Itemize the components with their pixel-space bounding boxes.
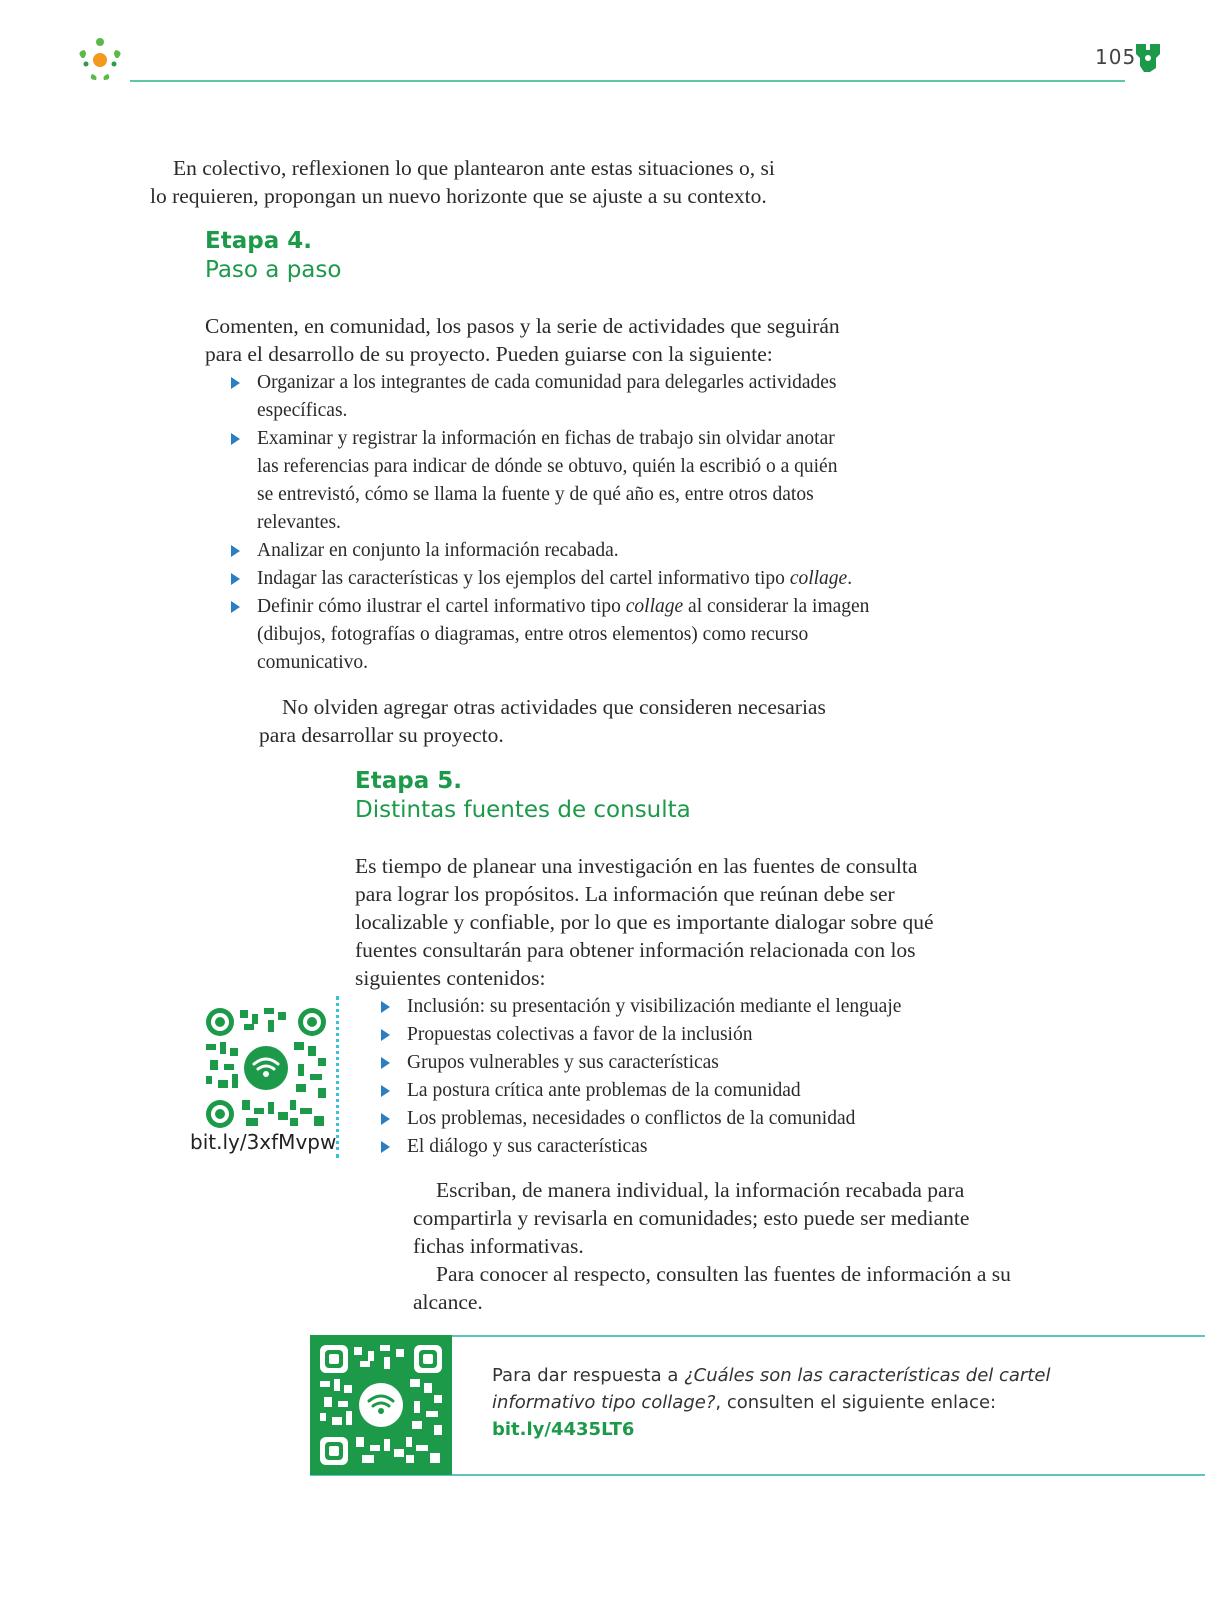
list-item: El diálogo y sus características (381, 1133, 1001, 1161)
etapa4-title: Paso a paso (205, 257, 342, 283)
etapa4-heading (205, 228, 341, 283)
etapa5-closing-paragraph (413, 1176, 1073, 1316)
paragraph-line: para lograr los propósitos. La información que reúnan debe ser (355, 882, 895, 906)
list-item: Grupos vulnerables y sus características (381, 1049, 1001, 1077)
bullet-triangle-icon (381, 1029, 390, 1041)
bullet-triangle-icon (381, 1113, 390, 1125)
qr-link-label[interactable]: bit.ly/3xfMvpw (190, 1130, 337, 1154)
bullet-triangle-icon (231, 545, 240, 557)
bullet-triangle-icon (231, 433, 240, 445)
etapa4-number: Etapa 4. (205, 228, 312, 254)
paragraph-line: No olviden agregar otras actividades que consideren necesarias (282, 695, 826, 719)
intro-line: lo requieren, propongan un nuevo horizonte que se ajuste a su contexto. (150, 184, 767, 208)
community-flower-logo-icon (72, 34, 128, 84)
bullet-triangle-icon (231, 377, 240, 389)
paragraph-line: Para conocer al respecto, consulten las fuentes de información a su (436, 1262, 1011, 1286)
bullet-triangle-icon (381, 1085, 390, 1097)
header-rule (130, 80, 1125, 82)
bullet-triangle-icon (231, 601, 240, 613)
paragraph-line: Es tiempo de planear una investigación en las fuentes de consulta (355, 854, 918, 878)
bullet-triangle-icon (381, 1001, 390, 1013)
bullet-triangle-icon (381, 1057, 390, 1069)
paragraph-line: Comenten, en comunidad, los pasos y la serie de actividades que seguirán (205, 314, 840, 338)
list-item: Definir cómo ilustrar el cartel informativo tipo collage al considerar la imagen (dibujos, fotografías o diagramas, entre otros elementos) como recurso comunicativo. (231, 593, 921, 677)
qr-code-icon (320, 1345, 442, 1465)
etapa5-paragraph (355, 852, 995, 992)
intro-line: En colectivo, reflexionen lo que plantearon ante estas situaciones o, si (173, 156, 775, 180)
list-item: La postura crítica ante problemas de la comunidad (381, 1077, 1001, 1105)
paragraph-line: alcance. (413, 1290, 483, 1314)
bullet-triangle-icon (231, 573, 240, 585)
paragraph-line: localizable y confiable, por lo que es importante dialogar sobre qué (355, 910, 934, 934)
paragraph-line: Escriban, de manera individual, la información recabada para (436, 1178, 965, 1202)
list-item: Inclusión: su presentación y visibilización mediante el lenguaje (381, 993, 1001, 1021)
list-item: Propuestas colectivas a favor de la inclusión (381, 1021, 1001, 1049)
paragraph-line: fichas informativas. (413, 1234, 584, 1258)
paragraph-line: siguientes contenidos: (355, 966, 546, 990)
green-emblem-icon (1132, 40, 1164, 74)
etapa4-closing-paragraph (259, 693, 899, 749)
paragraph-line: para el desarrollo de su proyecto. Pueden guiarse con la siguiente: (205, 342, 773, 366)
etapa4-bullet-list (231, 369, 921, 677)
list-item: Examinar y registrar la información en fichas de trabajo sin olvidar anotar las referencias para indicar de dónde se obtuvo, quién la escribió o a quién se entrevistó, cómo se llama la fuente y de qué año es, entre otros datos relevantes. (231, 425, 921, 537)
etapa5-title: Distintas fuentes de consulta (355, 797, 691, 823)
etapa5-heading (355, 768, 691, 823)
paragraph-line: compartirla y revisarla en comunidades; esto puede ser mediante (413, 1206, 970, 1230)
intro-paragraph (150, 154, 850, 210)
paragraph-line: para desarrollar su proyecto. (259, 723, 504, 747)
paragraph-line: fuentes consultarán para obtener información relacionada con los (355, 938, 916, 962)
etapa5-number: Etapa 5. (355, 768, 462, 794)
list-item: Los problemas, necesidades o conflictos de la comunidad (381, 1105, 1001, 1133)
etapa4-paragraph (205, 312, 905, 368)
etapa5-bullet-list (381, 993, 1001, 1161)
qr-code-icon (206, 1008, 326, 1128)
bullet-triangle-icon (381, 1141, 390, 1153)
info-box-link[interactable]: bit.ly/4435LT6 (492, 1419, 635, 1440)
list-item: Analizar en conjunto la información recabada. (231, 537, 921, 565)
page-number: 105 (1095, 45, 1137, 69)
info-box-text: Para dar respuesta a ¿Cuáles son las características del cartel informativo tipo collage?, consulten el siguiente enlace: bit.ly/4435LT6 (492, 1365, 1051, 1440)
dotted-divider (336, 996, 339, 1158)
list-item: Organizar a los integrantes de cada comunidad para delegarles actividades específicas. (231, 369, 921, 425)
list-item: Indagar las características y los ejemplos del cartel informativo tipo collage. (231, 565, 921, 593)
